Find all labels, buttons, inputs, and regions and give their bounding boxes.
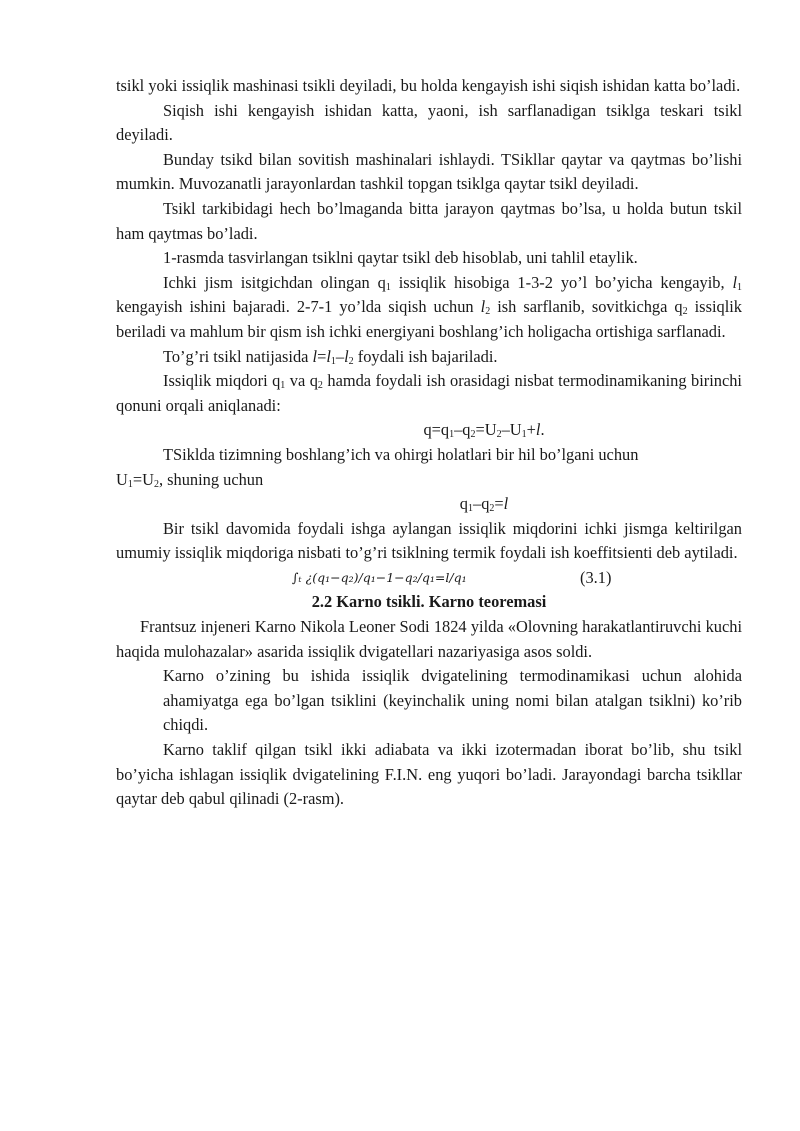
text-run: = xyxy=(494,494,504,514)
text-run: –U xyxy=(501,420,522,440)
subscript: 1 xyxy=(737,281,743,293)
efficiency-formula: ∫ₜ ¿(q₁−q₂)/q₁−1−q₂/q₁=l/q₁ xyxy=(292,569,467,585)
text-run: . xyxy=(540,420,545,440)
subscript: 2 xyxy=(317,380,323,392)
equation-3-1 xyxy=(116,566,742,591)
text-run: va q xyxy=(285,371,318,391)
text-run: foydali ish bajariladi. xyxy=(353,346,498,366)
subscript: 2 xyxy=(682,306,688,318)
text-run: + xyxy=(526,420,536,440)
subscript: 1 xyxy=(385,281,391,293)
text-run: –q xyxy=(454,420,471,440)
subscript: 1 xyxy=(521,429,527,441)
variable-l: l xyxy=(732,272,738,292)
paragraph-9-continued xyxy=(116,468,742,493)
subscript: 1 xyxy=(449,429,455,441)
paragraph-11: Frantsuz injeneri Karno Nikola Leoner Sodi 1824 yilda «Olovning harakatlantiruvchi kuchi haqida mulohazalar» asarida issiqlik dvigatellari nazariyasiga asos soldi. xyxy=(116,617,742,661)
formula-first-law xyxy=(116,418,742,443)
paragraph-12: Karno o’zining bu ishida issiqlik dvigatelining termodinamikasi uchun alohida ahamiyatga ega bo’lgan tsiklini (keyinchalik uning nomi bilan atalgan tsiklni) ko’rib chiqdi. xyxy=(163,666,742,735)
variable-l: l xyxy=(503,494,509,514)
text-run: Ichki jism isitgichdan olingan q xyxy=(163,272,386,292)
formula-work xyxy=(116,492,742,517)
text-run: =U xyxy=(132,469,154,489)
subscript: 2 xyxy=(348,355,354,367)
text-run: To’g’ri tsikl natijasida xyxy=(163,346,313,366)
text-run: U xyxy=(116,469,128,489)
variable-l: l xyxy=(326,346,331,366)
text-run: = xyxy=(317,346,327,366)
document-page xyxy=(116,74,742,812)
text-run: q xyxy=(459,494,468,514)
subscript: 2 xyxy=(489,503,495,515)
paragraph-8 xyxy=(116,369,742,418)
paragraph-6 xyxy=(116,271,742,345)
paragraph-9: TSiklda tizimning boshlang’ich va ohirgi holatlari bir hil bo’lgani uchun xyxy=(163,444,639,464)
subscript: 2 xyxy=(485,306,491,318)
subscript: 2 xyxy=(496,429,502,441)
text-run: , shuning uchun xyxy=(158,469,264,489)
paragraph-1: tsikl yoki issiqlik mashinasi tsikli deyiladi, bu holda kengayish ishi siqish ishidan katta bo’ladi. xyxy=(116,76,741,95)
text-run: –q xyxy=(473,494,490,514)
variable-l: l xyxy=(312,346,318,366)
paragraph-5: 1-rasmda tasvirlangan tsiklni qaytar tsikl deb hisoblab, uni tahlil etaylik. xyxy=(163,248,638,268)
text-run: issiqlik hisobiga 1-3-2 yo’l bo’yicha kengayib, xyxy=(390,272,733,292)
equation-number: (3.1) xyxy=(580,567,612,587)
text-run: =U xyxy=(475,420,497,440)
subscript: 1 xyxy=(280,380,286,392)
section-heading: 2.2 Karno tsikli. Karno teoremasi xyxy=(311,592,547,612)
variable-l: l xyxy=(535,420,541,440)
subscript: 2 xyxy=(470,429,476,441)
subscript: 1 xyxy=(468,503,473,515)
text-run: issiqlik beriladi va mahlum bir qism ish ichki energiyani boshlang’ich holigacha ortishiga sarflanadi. xyxy=(116,297,742,341)
variable-l: l xyxy=(480,297,486,317)
paragraph-10: Bir tsikl davomida foydali ishga aylangan issiqlik miqdorini ichki jismga keltirilgan umumiy issiqlik miqdoriga nisbati to’g’ri tsiklning termik foydali ish koeffitsienti deb aytiladi. xyxy=(116,518,742,563)
subscript: 1 xyxy=(330,355,336,367)
subscript: 2 xyxy=(153,478,159,490)
paragraph-3: Bunday tsikd bilan sovitish mashinalari ishlaydi. TSikllar qaytar va qaytmas bo’lishi mumkin. Muvozanatli jarayonlardan tashkil topgan tsiklga qaytar tsikl deyiladi. xyxy=(116,149,742,194)
text-run: ish sarflanib, sovitkichga q xyxy=(490,297,683,317)
text-run: Issiqlik miqdori q xyxy=(163,371,281,391)
paragraph-7 xyxy=(116,345,742,370)
variable-l: l xyxy=(344,346,349,366)
text-run: – xyxy=(335,346,345,366)
text-run: kengayish ishini bajaradi. 2-7-1 yo’lda siqish uchun xyxy=(116,297,481,317)
subscript: 1 xyxy=(127,478,133,490)
paragraph-13: Karno taklif qilgan tsikl ikki adiabata va ikki izotermadan iborat bo’lib, shu tsikl bo’yicha ishlagan issiqlik dvigatelining F.I.N. eng yuqori bo’ladi. Jarayondagi barcha tsikllar qaytar deb qabul qilinadi (2-rasm). xyxy=(116,740,742,809)
paragraph-2: Siqish ishi kengayish ishidan katta, yaoni, ish sarflanadigan tsiklga teskari tsikl deyiladi. xyxy=(116,100,742,145)
text-run: hamda foydali ish orasidagi nisbat termodinamikaning birinchi qonuni orqali aniqlanadi: xyxy=(116,371,742,415)
paragraph-4: Tsikl tarkibidagi hech bo’lmaganda bitta jarayon qaytmas bo’lsa, u holda butun tskil ham qaytmas bo’ladi. xyxy=(116,198,742,243)
text-run: q=q xyxy=(423,420,450,440)
